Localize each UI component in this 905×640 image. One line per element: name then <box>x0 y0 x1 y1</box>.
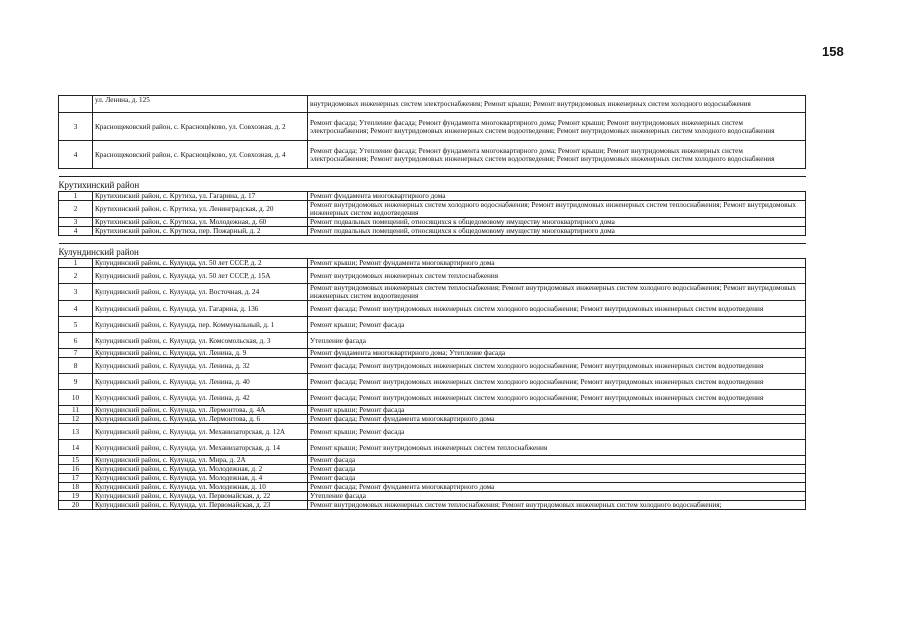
page-number: 158 <box>822 44 844 59</box>
table-row <box>59 113 806 141</box>
works-cell: Ремонт фундамента многоквартирного дома <box>308 192 806 201</box>
works-cell: Ремонт внутридомовых инженерных систем теплоснабжения; Ремонт внутридомовых инженерных систем холодного водоснабжения; Ремонт внутридомовых инженерных систем водоотведения <box>308 284 806 301</box>
works-cell: Ремонт подвальных помещений, относящихся к общедомовому имуществу многоквартирного дома <box>308 227 806 236</box>
works-cell: Ремонт фасада; Ремонт внутридомовых инженерных систем холодного водоснабжения; Ремонт внутридомовых инженерных систем водоотведения <box>308 390 806 406</box>
address-cell: Кулундинский район, с. Кулунда, ул. Первомайская, д. 22 <box>93 492 308 501</box>
address-cell: Краснощековский район, с. Краснощёково, ул. Совхозная, д. 2 <box>93 113 308 141</box>
district-heading-row <box>59 177 806 192</box>
row-number: 10 <box>59 390 93 406</box>
table-row <box>59 358 806 374</box>
works-cell: Ремонт фасада <box>308 456 806 465</box>
row-number: 4 <box>59 227 93 236</box>
district-heading-row <box>59 244 806 259</box>
table-row <box>59 501 806 510</box>
address-cell: Краснощековский район, с. Краснощёково, ул. Совхозная, д. 4 <box>93 141 308 169</box>
table-row <box>59 440 806 456</box>
address-cell: Крутихинский район, с. Крутиха, ул. Молодежная, д. 60 <box>93 218 308 227</box>
row-number: 2 <box>59 201 93 218</box>
row-number: 3 <box>59 113 93 141</box>
address-cell: Кулундинский район, с. Кулунда, ул. Восточная, д. 24 <box>93 284 308 301</box>
works-cell: Ремонт крыши; Ремонт фундамента многоквартирного дома <box>308 259 806 268</box>
repair-works-table <box>58 95 806 510</box>
table-row <box>59 259 806 268</box>
address-cell: ул. Ленина, д. 125 <box>93 96 308 113</box>
table-row <box>59 474 806 483</box>
address-cell: Кулундинский район, с. Кулунда, ул. Гагарина, д. 136 <box>93 301 308 317</box>
row-number: 8 <box>59 358 93 374</box>
address-cell: Кулундинский район, с. Кулунда, ул. Лермонтова, д. 4А <box>93 406 308 415</box>
table-row <box>59 456 806 465</box>
table-row <box>59 201 806 218</box>
row-number: 2 <box>59 268 93 284</box>
table-row <box>59 465 806 474</box>
address-cell: Кулундинский район, с. Кулунда, ул. Ленина, д. 32 <box>93 358 308 374</box>
row-number: 9 <box>59 374 93 390</box>
row-number: 20 <box>59 501 93 510</box>
address-cell: Кулундинский район, с. Кулунда, ул. Молодежная, д. 10 <box>93 483 308 492</box>
row-number: 17 <box>59 474 93 483</box>
address-cell: Крутихинский район, с. Крутиха, ул. Гагарина, д. 17 <box>93 192 308 201</box>
table-row <box>59 268 806 284</box>
table-row <box>59 227 806 236</box>
row-number: 6 <box>59 333 93 349</box>
address-cell: Кулундинский район, с. Кулунда, ул. 50 лет СССР, д. 15А <box>93 268 308 284</box>
address-cell: Кулундинский район, с. Кулунда, ул. Молодежная, д. 2 <box>93 465 308 474</box>
works-cell: Ремонт крыши; Ремонт фасада <box>308 406 806 415</box>
table-row <box>59 192 806 201</box>
row-number: 14 <box>59 440 93 456</box>
works-cell: Утепление фасада <box>308 333 806 349</box>
row-number: 3 <box>59 284 93 301</box>
works-cell: Ремонт фасада; Ремонт внутридомовых инженерных систем холодного водоснабжения; Ремонт внутридомовых инженерных систем водоотведения <box>308 301 806 317</box>
address-cell: Кулундинский район, с. Кулунда, ул. Мира, д. 2А <box>93 456 308 465</box>
address-cell: Кулундинский район, с. Кулунда, ул. Механизаторская, д. 12А <box>93 424 308 440</box>
row-number <box>59 96 93 113</box>
works-cell: Ремонт фасада; Ремонт внутридомовых инженерных систем холодного водоснабжения; Ремонт внутридомовых инженерных систем водоотведения <box>308 374 806 390</box>
spacer-row <box>59 169 806 177</box>
address-cell: Кулундинский район, с. Кулунда, ул. Комсомольская, д. 3 <box>93 333 308 349</box>
table-row <box>59 406 806 415</box>
address-cell: Кулундинский район, с. Кулунда, ул. Ленина, д. 42 <box>93 390 308 406</box>
row-number: 13 <box>59 424 93 440</box>
row-number: 7 <box>59 349 93 358</box>
row-number: 16 <box>59 465 93 474</box>
works-cell: Ремонт подвальных помещений, относящихся к общедомовому имуществу многоквартирного дома <box>308 218 806 227</box>
works-cell: Ремонт фасада <box>308 465 806 474</box>
address-cell: Кулундинский район, с. Кулунда, ул. Молодежная, д. 4 <box>93 474 308 483</box>
address-cell: Кулундинский район, с. Кулунда, ул. Ленина, д. 40 <box>93 374 308 390</box>
row-number: 3 <box>59 218 93 227</box>
table-row <box>59 390 806 406</box>
table-row <box>59 284 806 301</box>
works-cell: Ремонт фасада; Ремонт внутридомовых инженерных систем холодного водоснабжения; Ремонт внутридомовых инженерных систем водоотведения <box>308 358 806 374</box>
works-cell: Утепление фасада <box>308 492 806 501</box>
works-cell: Ремонт фундамента многоквартирного дома; Утепление фасада <box>308 349 806 358</box>
works-cell: Ремонт крыши; Ремонт внутридомовых инженерных систем теплоснабжения <box>308 440 806 456</box>
works-cell: Ремонт фасада; Утепление фасада; Ремонт фундамента многоквартирного дома; Ремонт крыши; Ремонт внутридомовых инженерных систем электроснабжения; Ремонт внутридомовых инженерных систем водоотведения; Ремонт внутридомовых инженерных систем холодного водоснабжения <box>308 113 806 141</box>
address-cell: Кулундинский район, с. Кулунда, ул. 50 лет СССР, д. 2 <box>93 259 308 268</box>
table-body <box>59 96 806 510</box>
table-row <box>59 301 806 317</box>
address-cell: Кулундинский район, с. Кулунда, ул. Ленина, д. 9 <box>93 349 308 358</box>
table-row <box>59 424 806 440</box>
works-cell: Ремонт внутридомовых инженерных систем холодного водоснабжения; Ремонт внутридомовых инженерных систем теплоснабжения; Ремонт внутридомовых инженерных систем водоотведения <box>308 201 806 218</box>
table-row <box>59 374 806 390</box>
table-row <box>59 492 806 501</box>
address-cell: Кулундинский район, с. Кулунда, ул. Механизаторская, д. 14 <box>93 440 308 456</box>
row-number: 18 <box>59 483 93 492</box>
table-row <box>59 96 806 113</box>
address-cell: Кулундинский район, с. Кулунда, пер. Коммунальный, д. 1 <box>93 317 308 333</box>
works-cell: Ремонт внутридомовых инженерных систем теплоснабжения <box>308 268 806 284</box>
works-cell: Ремонт фасада; Ремонт фундамента многоквартирного дома <box>308 483 806 492</box>
row-number: 11 <box>59 406 93 415</box>
district-heading: Крутихинский район <box>59 177 806 192</box>
works-cell: Ремонт внутридомовых инженерных систем теплоснабжения; Ремонт внутридомовых инженерных систем холодного водоснабжения; <box>308 501 806 510</box>
table-row <box>59 333 806 349</box>
address-cell: Крутихинский район, с. Крутиха, пер. Пожарный, д. 2 <box>93 227 308 236</box>
table-row <box>59 218 806 227</box>
works-cell: Ремонт крыши; Ремонт фасада <box>308 424 806 440</box>
table-row <box>59 415 806 424</box>
row-number: 1 <box>59 192 93 201</box>
works-cell: внутридомовых инженерных систем электроснабжения; Ремонт крыши; Ремонт внутридомовых инженерных систем холодного водоснабжения <box>308 96 806 113</box>
district-heading: Кулундинский район <box>59 244 806 259</box>
row-number: 15 <box>59 456 93 465</box>
row-number: 12 <box>59 415 93 424</box>
table-row <box>59 141 806 169</box>
row-number: 4 <box>59 141 93 169</box>
works-cell: Ремонт фасада; Ремонт фундамента многоквартирного дома <box>308 415 806 424</box>
spacer-row <box>59 236 806 244</box>
row-number: 4 <box>59 301 93 317</box>
row-number: 1 <box>59 259 93 268</box>
address-cell: Кулундинский район, с. Кулунда, ул. Первомайская, д. 23 <box>93 501 308 510</box>
works-cell: Ремонт фасада <box>308 474 806 483</box>
works-cell: Ремонт крыши; Ремонт фасада <box>308 317 806 333</box>
table-row <box>59 483 806 492</box>
row-number: 5 <box>59 317 93 333</box>
table-row <box>59 317 806 333</box>
table-row <box>59 349 806 358</box>
works-cell: Ремонт фасада; Утепление фасада; Ремонт фундамента многоквартирного дома; Ремонт крыши; Ремонт внутридомовых инженерных систем электроснабжения; Ремонт внутридомовых инженерных систем водоотведения; Ремонт внутридомовых инженерных систем холодного водоснабжения <box>308 141 806 169</box>
row-number: 19 <box>59 492 93 501</box>
address-cell: Кулундинский район, с. Кулунда, ул. Лермонтова, д. 6 <box>93 415 308 424</box>
address-cell: Крутихинский район, с. Крутиха, ул. Ленинградская, д. 20 <box>93 201 308 218</box>
